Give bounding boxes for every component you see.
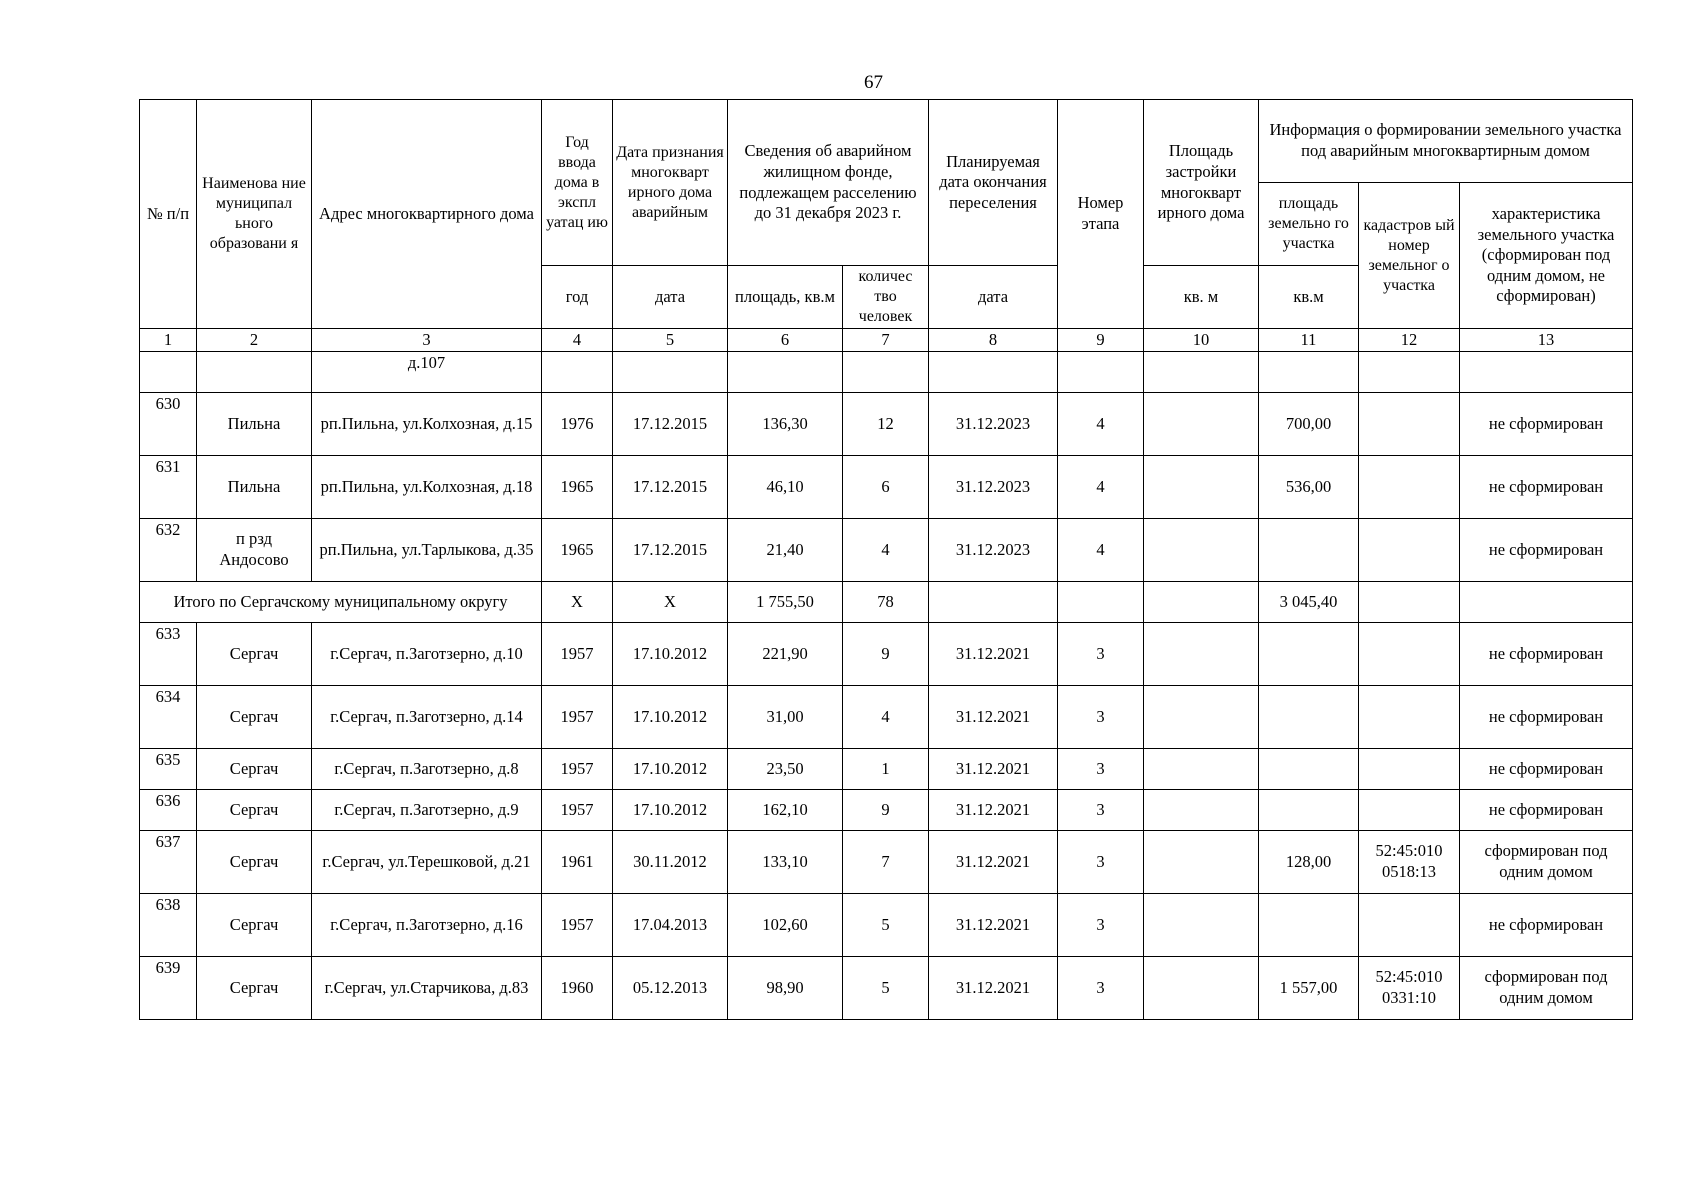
cell-land-area: 536,00: [1259, 456, 1359, 519]
cell-year: 1957: [542, 686, 613, 749]
cell-land-area: [1259, 894, 1359, 957]
cell-land-area: [1259, 790, 1359, 831]
cell-municipality: Пильна: [197, 456, 312, 519]
cell-build-area: [1144, 623, 1259, 686]
page-number: 67: [864, 72, 883, 93]
header-land-area: площадь земельно го участка: [1259, 183, 1359, 266]
cell-plan-date: 31.12.2023: [929, 519, 1058, 582]
cell-cadastre: [1359, 894, 1460, 957]
cell-characteristic: не сформирован: [1460, 894, 1633, 957]
cell-land-area: [1259, 519, 1359, 582]
cell-cadastre: [1359, 623, 1460, 686]
header-recognition-date: Дата признания многокварт ирного дома аварийным: [613, 100, 728, 266]
cell-area: 102,60: [728, 894, 843, 957]
cell-characteristic: не сформирован: [1460, 749, 1633, 790]
total-plan-date: [929, 582, 1058, 623]
cell-address: г.Сергач, п.Заготзерно, д.16: [312, 894, 542, 957]
column-number: 4: [542, 329, 613, 352]
cell-build-area: [1144, 957, 1259, 1020]
cell-year: 1965: [542, 456, 613, 519]
cell-municipality: Сергач: [197, 790, 312, 831]
cell-year: 1961: [542, 831, 613, 894]
cell-land-area: [1259, 352, 1359, 393]
cell-build-area: [1144, 456, 1259, 519]
cell-area: 133,10: [728, 831, 843, 894]
cell-year: 1957: [542, 749, 613, 790]
table-row: [140, 456, 1633, 519]
header-address: Адрес многоквартирного дома: [312, 100, 542, 329]
cell-stage: 4: [1058, 456, 1144, 519]
cell-characteristic: сформирован под одним домом: [1460, 957, 1633, 1020]
cell-address: рп.Пильна, ул.Колхозная, д.15: [312, 393, 542, 456]
cell-municipality: Пильна: [197, 393, 312, 456]
column-number: 11: [1259, 329, 1359, 352]
cell-number: 630: [140, 393, 197, 456]
cell-number: 637: [140, 831, 197, 894]
cell-area: 162,10: [728, 790, 843, 831]
cell-address: рп.Пильна, ул.Тарлыкова, д.35: [312, 519, 542, 582]
header-row: [140, 100, 1633, 183]
cell-number: 638: [140, 894, 197, 957]
column-number: 3: [312, 329, 542, 352]
cell-people: 9: [843, 623, 929, 686]
cell-cadastre: 52:45:010 0331:10: [1359, 957, 1460, 1020]
table-row: [140, 957, 1633, 1020]
cell-characteristic: не сформирован: [1460, 519, 1633, 582]
cell-address: г.Сергач, п.Заготзерно, д.9: [312, 790, 542, 831]
cell-characteristic: не сформирован: [1460, 790, 1633, 831]
column-number: 2: [197, 329, 312, 352]
cell-people: 7: [843, 831, 929, 894]
cell-characteristic: [1460, 352, 1633, 393]
header-housing-info: Сведения об аварийном жилищном фонде, подлежащем расселению до 31 декабря 2023 г.: [728, 100, 929, 266]
cell-plan-date: 31.12.2021: [929, 957, 1058, 1020]
cell-date: 17.10.2012: [613, 790, 728, 831]
cell-date: [613, 352, 728, 393]
header-stage: Номер этапа: [1058, 100, 1144, 329]
cell-build-area: [1144, 749, 1259, 790]
cell-plan-date: 31.12.2021: [929, 894, 1058, 957]
unit-land-area: кв.м: [1259, 266, 1359, 329]
unit-year: год: [542, 266, 613, 329]
unit-area: площадь, кв.м: [728, 266, 843, 329]
cell-stage: 3: [1058, 894, 1144, 957]
cell-plan-date: 31.12.2023: [929, 393, 1058, 456]
cell-characteristic: не сформирован: [1460, 686, 1633, 749]
cell-area: [728, 352, 843, 393]
cell-address: г.Сергач, п.Заготзерно, д.14: [312, 686, 542, 749]
cell-land-area: [1259, 686, 1359, 749]
column-number: 12: [1359, 329, 1460, 352]
column-number: 10: [1144, 329, 1259, 352]
header-cadastre: кадастров ый номер земельног о участка: [1359, 183, 1460, 329]
total-cadastre: [1359, 582, 1460, 623]
unit-people: количес тво человек: [843, 266, 929, 329]
cell-stage: [1058, 352, 1144, 393]
cell-year: 1965: [542, 519, 613, 582]
cell-people: 6: [843, 456, 929, 519]
column-numbers-row: [140, 329, 1633, 352]
table-row: [140, 623, 1633, 686]
cell-land-area: 1 557,00: [1259, 957, 1359, 1020]
cell-people: 1: [843, 749, 929, 790]
cell-plan-date: 31.12.2021: [929, 623, 1058, 686]
cell-year: 1957: [542, 790, 613, 831]
cell-area: 221,90: [728, 623, 843, 686]
column-number: 5: [613, 329, 728, 352]
cell-municipality: п рзд Андосово: [197, 519, 312, 582]
table-row: [140, 749, 1633, 790]
cell-area: 31,00: [728, 686, 843, 749]
cell-number: 636: [140, 790, 197, 831]
table-row: [140, 519, 1633, 582]
cell-characteristic: не сформирован: [1460, 456, 1633, 519]
cell-stage: 4: [1058, 519, 1144, 582]
cell-plan-date: [929, 352, 1058, 393]
cell-number: 631: [140, 456, 197, 519]
cell-area: 98,90: [728, 957, 843, 1020]
header-year: Год ввода дома в экспл уатац ию: [542, 100, 613, 266]
cell-year: 1957: [542, 623, 613, 686]
header-number: № п/п: [140, 100, 197, 329]
cell-address: г.Сергач, ул.Старчикова, д.83: [312, 957, 542, 1020]
cell-land-area: 700,00: [1259, 393, 1359, 456]
cell-date: 17.12.2015: [613, 393, 728, 456]
cell-stage: 4: [1058, 393, 1144, 456]
column-number: 1: [140, 329, 197, 352]
cell-cadastre: [1359, 790, 1460, 831]
cell-people: 4: [843, 519, 929, 582]
continuation-row: [140, 352, 1633, 393]
cell-cadastre: [1359, 352, 1460, 393]
total-stage: [1058, 582, 1144, 623]
header-municipality: Наименова ние муниципал ьного образовани я: [197, 100, 312, 329]
total-area: 1 755,50: [728, 582, 843, 623]
cell-area: 136,30: [728, 393, 843, 456]
cell-people: 5: [843, 957, 929, 1020]
cell-cadastre: [1359, 519, 1460, 582]
cell-land-area: 128,00: [1259, 831, 1359, 894]
cell-stage: 3: [1058, 686, 1144, 749]
cell-build-area: [1144, 519, 1259, 582]
cell-build-area: [1144, 393, 1259, 456]
cell-characteristic: не сформирован: [1460, 393, 1633, 456]
cell-cadastre: [1359, 686, 1460, 749]
cell-people: 5: [843, 894, 929, 957]
total-characteristic: [1460, 582, 1633, 623]
cell-year: 1960: [542, 957, 613, 1020]
cell-stage: 3: [1058, 790, 1144, 831]
total-build-area: [1144, 582, 1259, 623]
cell-people: 9: [843, 790, 929, 831]
emergency-housing-table: [139, 99, 1633, 1020]
column-number: 6: [728, 329, 843, 352]
total-row: [140, 582, 1633, 623]
cell-plan-date: 31.12.2021: [929, 686, 1058, 749]
total-land-area: 3 045,40: [1259, 582, 1359, 623]
cell-plan-date: 31.12.2021: [929, 790, 1058, 831]
unit-build-area: кв. м: [1144, 266, 1259, 329]
cell-date: 17.04.2013: [613, 894, 728, 957]
cell-number: 633: [140, 623, 197, 686]
cell-address: рп.Пильна, ул.Колхозная, д.18: [312, 456, 542, 519]
cell-build-area: [1144, 831, 1259, 894]
cell-people: 12: [843, 393, 929, 456]
cell-land-area: [1259, 623, 1359, 686]
cell-characteristic: сформирован под одним домом: [1460, 831, 1633, 894]
total-date: Х: [613, 582, 728, 623]
cell-municipality: [197, 352, 312, 393]
cell-municipality: Сергач: [197, 686, 312, 749]
header-planned-date: Планируемая дата окончания переселения: [929, 100, 1058, 266]
table-row: [140, 686, 1633, 749]
cell-stage: 3: [1058, 623, 1144, 686]
cell-build-area: [1144, 686, 1259, 749]
header-build-area: Площадь застройки многокварт ирного дома: [1144, 100, 1259, 266]
cell-stage: 3: [1058, 831, 1144, 894]
cell-plan-date: 31.12.2021: [929, 831, 1058, 894]
cell-date: 17.10.2012: [613, 686, 728, 749]
cell-year: 1957: [542, 894, 613, 957]
cell-date: 17.10.2012: [613, 749, 728, 790]
cell-year: [542, 352, 613, 393]
cell-area: 46,10: [728, 456, 843, 519]
table-row: [140, 790, 1633, 831]
cell-date: 30.11.2012: [613, 831, 728, 894]
cell-number: 634: [140, 686, 197, 749]
cell-address: г.Сергач, п.Заготзерно, д.8: [312, 749, 542, 790]
cell-number: [140, 352, 197, 393]
cell-address: д.107: [312, 352, 542, 393]
cell-cadastre: [1359, 393, 1460, 456]
cell-number: 632: [140, 519, 197, 582]
cell-date: 17.12.2015: [613, 456, 728, 519]
table-row: [140, 831, 1633, 894]
unit-plan-date: дата: [929, 266, 1058, 329]
cell-cadastre: 52:45:010 0518:13: [1359, 831, 1460, 894]
cell-municipality: Сергач: [197, 749, 312, 790]
cell-number: 639: [140, 957, 197, 1020]
cell-stage: 3: [1058, 957, 1144, 1020]
cell-cadastre: [1359, 749, 1460, 790]
cell-municipality: Сергач: [197, 957, 312, 1020]
cell-plan-date: 31.12.2021: [929, 749, 1058, 790]
cell-stage: 3: [1058, 749, 1144, 790]
cell-people: 4: [843, 686, 929, 749]
cell-address: г.Сергач, ул.Терешковой, д.21: [312, 831, 542, 894]
cell-date: 17.10.2012: [613, 623, 728, 686]
unit-date: дата: [613, 266, 728, 329]
cell-build-area: [1144, 790, 1259, 831]
cell-municipality: Сергач: [197, 831, 312, 894]
column-number: 13: [1460, 329, 1633, 352]
cell-plan-date: 31.12.2023: [929, 456, 1058, 519]
header-land-characteristic: характеристика земельного участка (сформирован под одним домом, не сформирован): [1460, 183, 1633, 329]
table-row: [140, 393, 1633, 456]
column-number: 8: [929, 329, 1058, 352]
cell-address: г.Сергач, п.Заготзерно, д.10: [312, 623, 542, 686]
header-land-info: Информация о формировании земельного участка под аварийным многоквартирным домом: [1259, 100, 1633, 183]
cell-area: 23,50: [728, 749, 843, 790]
cell-municipality: Сергач: [197, 894, 312, 957]
cell-date: 17.12.2015: [613, 519, 728, 582]
column-number: 7: [843, 329, 929, 352]
total-year: Х: [542, 582, 613, 623]
column-number: 9: [1058, 329, 1144, 352]
cell-characteristic: не сформирован: [1460, 623, 1633, 686]
total-label: Итого по Сергачскому муниципальному округу: [140, 582, 542, 623]
cell-build-area: [1144, 894, 1259, 957]
cell-date: 05.12.2013: [613, 957, 728, 1020]
cell-cadastre: [1359, 456, 1460, 519]
cell-number: 635: [140, 749, 197, 790]
cell-area: 21,40: [728, 519, 843, 582]
cell-people: [843, 352, 929, 393]
cell-build-area: [1144, 352, 1259, 393]
table-row: [140, 894, 1633, 957]
cell-year: 1976: [542, 393, 613, 456]
cell-municipality: Сергач: [197, 623, 312, 686]
cell-land-area: [1259, 749, 1359, 790]
total-people: 78: [843, 582, 929, 623]
